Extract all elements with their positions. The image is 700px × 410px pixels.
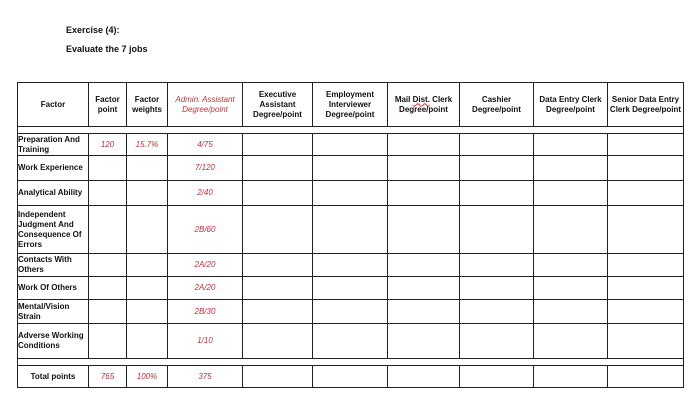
empty-cell [388, 134, 460, 156]
empty-cell [313, 300, 388, 324]
table-row [18, 181, 684, 206]
empty-cell [608, 156, 684, 181]
empty-cell [313, 254, 388, 277]
empty-cell [608, 324, 684, 359]
empty-cell [243, 181, 313, 206]
empty-cell [534, 206, 608, 254]
factor-weight-cell [127, 277, 168, 300]
factor-point-cell [89, 206, 127, 254]
admin-cell: 2A/20 [168, 277, 243, 300]
empty-cell [388, 324, 460, 359]
header-data-entry-clerk: Data Entry Clerk Degree/point [534, 83, 608, 127]
factor-weight-cell [127, 324, 168, 359]
empty-cell [243, 156, 313, 181]
header-executive-assistant: Executive Assistant Degree/point [243, 83, 313, 127]
empty-cell [388, 277, 460, 300]
empty-cell [608, 300, 684, 324]
empty-cell [243, 366, 313, 388]
empty-cell [534, 366, 608, 388]
exercise-title: Exercise (4): [66, 25, 120, 35]
admin-cell: 2B/30 [168, 300, 243, 324]
empty-cell [243, 254, 313, 277]
empty-cell [388, 254, 460, 277]
empty-cell [313, 324, 388, 359]
empty-cell [534, 134, 608, 156]
admin-cell: 2A/20 [168, 254, 243, 277]
factor-point-cell [89, 156, 127, 181]
empty-cell [460, 300, 534, 324]
empty-cell [313, 134, 388, 156]
total-factor-weight: 100% [127, 366, 168, 388]
empty-cell [608, 254, 684, 277]
empty-cell [534, 156, 608, 181]
table-row [18, 206, 684, 254]
empty-cell [460, 156, 534, 181]
evaluation-table [17, 82, 684, 388]
empty-cell [608, 134, 684, 156]
header-spacer-row [18, 127, 684, 134]
header-mail-dist-clerk: Mail Dist. Clerk Degree/point [388, 83, 460, 127]
header-employment-interviewer: Employment Interviewer Degree/point [313, 83, 388, 127]
factor-weight-cell: 15.7% [127, 134, 168, 156]
factor-label: Independent Judgment And Consequence Of Errors [18, 206, 89, 254]
empty-cell [243, 277, 313, 300]
empty-cell [388, 156, 460, 181]
empty-cell [313, 277, 388, 300]
factor-point-cell [89, 300, 127, 324]
empty-cell [608, 366, 684, 388]
empty-cell [460, 324, 534, 359]
factor-label: Preparation And Training [18, 134, 89, 156]
table-row [18, 277, 684, 300]
factor-label: Work Of Others [18, 277, 89, 300]
header-cashier: Cashier Degree/point [460, 83, 534, 127]
total-row [18, 366, 684, 388]
table-row [18, 324, 684, 359]
factor-point-cell [89, 254, 127, 277]
empty-cell [460, 277, 534, 300]
empty-cell [460, 366, 534, 388]
empty-cell [460, 206, 534, 254]
admin-cell: 4/75 [168, 134, 243, 156]
empty-cell [243, 206, 313, 254]
admin-cell: 1/10 [168, 324, 243, 359]
factor-label: Analytical Ability [18, 181, 89, 206]
empty-cell [460, 134, 534, 156]
total-label: Total points [18, 366, 89, 388]
factor-weight-cell [127, 181, 168, 206]
header-factor: Factor [18, 83, 89, 127]
empty-cell [534, 324, 608, 359]
header-factor-point: Factor point [89, 83, 127, 127]
empty-cell [313, 206, 388, 254]
factor-label: Contacts With Others [18, 254, 89, 277]
factor-point-cell [89, 324, 127, 359]
empty-cell [313, 181, 388, 206]
empty-cell [534, 254, 608, 277]
empty-cell [243, 300, 313, 324]
empty-cell [608, 277, 684, 300]
empty-cell [243, 134, 313, 156]
empty-cell [388, 206, 460, 254]
table-row [18, 300, 684, 324]
total-factor-point: 765 [89, 366, 127, 388]
empty-cell [534, 277, 608, 300]
empty-cell [388, 300, 460, 324]
admin-cell: 2/40 [168, 181, 243, 206]
factor-weight-cell [127, 156, 168, 181]
empty-cell [388, 366, 460, 388]
header-factor-weights: Factor weights [127, 83, 168, 127]
total-admin: 375 [168, 366, 243, 388]
empty-cell [388, 181, 460, 206]
table-row [18, 156, 684, 181]
admin-cell: 2B/60 [168, 206, 243, 254]
empty-cell [460, 254, 534, 277]
factor-label: Adverse Working Conditions [18, 324, 89, 359]
body-spacer-row [18, 359, 684, 366]
empty-cell [243, 324, 313, 359]
factor-label: Mental/Vision Strain [18, 300, 89, 324]
empty-cell [313, 156, 388, 181]
instruction-text: Evaluate the 7 jobs [66, 44, 148, 54]
factor-weight-cell [127, 254, 168, 277]
header-senior-data-entry-clerk: Senior Data Entry Clerk Degree/point [608, 83, 684, 127]
admin-cell: 7/120 [168, 156, 243, 181]
empty-cell [534, 181, 608, 206]
empty-cell [608, 206, 684, 254]
factor-weight-cell [127, 300, 168, 324]
factor-point-cell: 120 [89, 134, 127, 156]
table-row [18, 254, 684, 277]
header-admin-assistant: Admin. Assistant Degree/point [168, 83, 243, 127]
factor-point-cell [89, 181, 127, 206]
empty-cell [313, 366, 388, 388]
empty-cell [608, 181, 684, 206]
empty-cell [534, 300, 608, 324]
empty-cell [460, 181, 534, 206]
factor-point-cell [89, 277, 127, 300]
factor-label: Work Experience [18, 156, 89, 181]
table-row [18, 134, 684, 156]
factor-weight-cell [127, 206, 168, 254]
